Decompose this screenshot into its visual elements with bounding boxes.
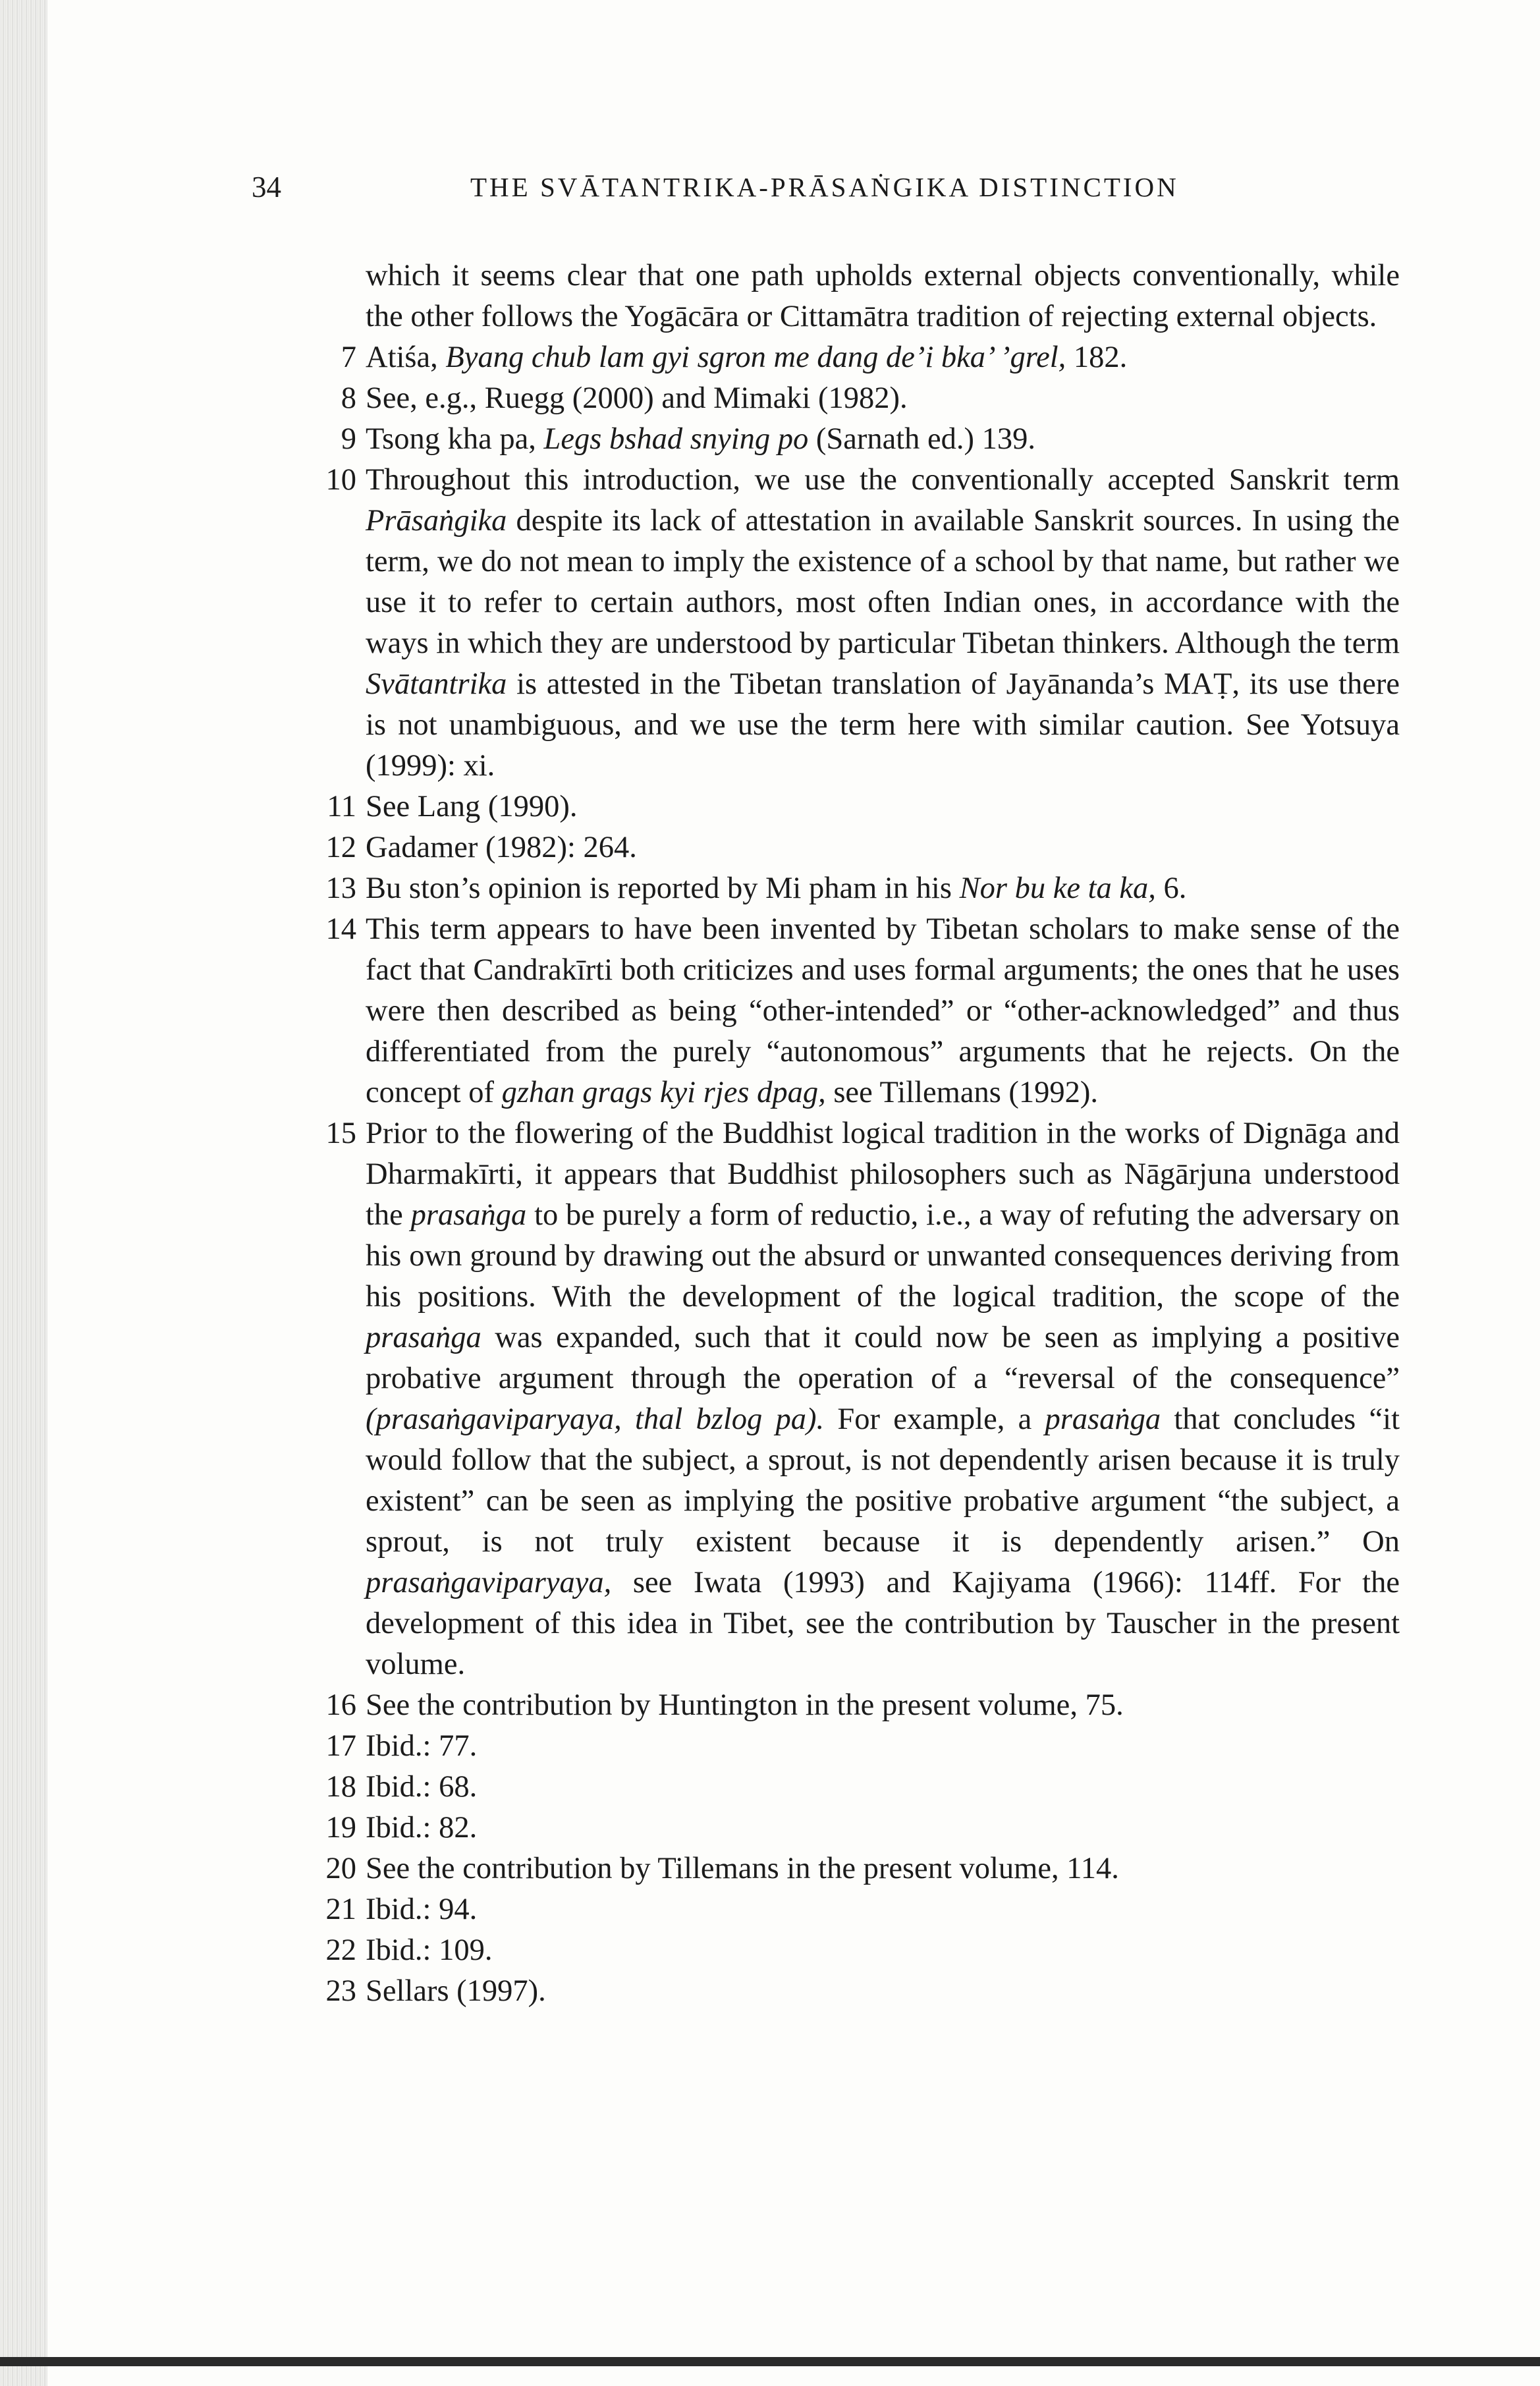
- note-number: 9: [341, 422, 356, 456]
- endnotes: [303, 256, 1400, 2012]
- note-number: 10: [325, 463, 356, 497]
- note-number: 13: [325, 872, 356, 905]
- note-22: [303, 1930, 1400, 1971]
- scan-bottom-edge: [0, 2357, 1540, 2366]
- note-14: [303, 909, 1400, 1113]
- note-number: 20: [325, 1852, 356, 1885]
- note-9: [303, 419, 1400, 460]
- note-number: 16: [325, 1688, 356, 1722]
- notes-list: [303, 337, 1400, 2012]
- note-12: [303, 827, 1400, 868]
- note-text: See the contribution by Huntington in the present volume, 75.: [366, 1688, 1124, 1722]
- note-16: [303, 1685, 1400, 1726]
- note-text: Ibid.: 77.: [366, 1729, 478, 1763]
- note-8: [303, 378, 1400, 419]
- note-number: 8: [341, 381, 356, 415]
- page-binding-edge: [0, 0, 47, 2386]
- note-number: 12: [325, 831, 356, 864]
- note-text: See the contribution by Tillemans in the present volume, 114.: [366, 1852, 1119, 1885]
- note-text: Bu ston’s opinion is reported by Mi pham in his Nor bu ke ta ka, 6.: [366, 872, 1187, 905]
- note-number: 17: [325, 1729, 356, 1763]
- page-header: [252, 170, 1306, 209]
- note-21: [303, 1889, 1400, 1930]
- note-11: [303, 787, 1400, 827]
- running-title: THE SVĀTANTRIKA-PRĀSAṄGIKA DISTINCTION: [470, 172, 1179, 202]
- note-text: Tsong kha pa, Legs bshad snying po (Sarnath ed.) 139.: [366, 422, 1036, 456]
- note-text: Gadamer (1982): 264.: [366, 831, 637, 864]
- note-text: Throughout this introduction, we use the conventionally accepted Sanskrit term Prāsaṅgika despite its lack of attestation in available Sanskrit sources. In using the term, we do not mean to imply the existence of a school by that name, but rather we use it to refer to certain authors, most often Indian ones, in accordance with the ways in which they are understood by particular Tibetan thinkers. Although the term Svātantrika is attested in the Tibetan translation of Jayānanda’s MAṬ, its use there is not unambiguous, and we use the term here with similar caution. See Yotsuya (1999): xi.: [366, 463, 1400, 783]
- note-text: Sellars (1997).: [366, 1974, 546, 2008]
- note-number: 15: [325, 1117, 356, 1150]
- note-text: This term appears to have been invented by Tibetan scholars to make sense of the fact that Candrakīrti both criticizes and uses formal arguments; the ones that he uses were then described as being “other-intended” or “other-acknowledged” and thus differentiated from the purely “autonomous” arguments that he rejects. On the concept of gzhan grags kyi rjes dpag, see Tillemans (1992).: [366, 912, 1400, 1109]
- note-text: Ibid.: 94.: [366, 1893, 478, 1926]
- note-13: [303, 868, 1400, 909]
- note-text: Ibid.: 68.: [366, 1770, 478, 1804]
- note-number: 7: [341, 341, 356, 374]
- note-number: 18: [325, 1770, 356, 1804]
- note-10: [303, 460, 1400, 787]
- note-text: Prior to the flowering of the Buddhist logical tradition in the works of Dignāga and Dharmakīrti, it appears that Buddhist philosophers such as Nāgārjuna understood the prasaṅga to be purely a form of reductio, i.e., a way of refuting the adversary on his own ground by drawing out the absurd or unwanted consequences deriving from his positions. With the development of the logical tradition, the scope of the prasaṅga was expanded, such that it could now be seen as implying a positive probative argument through the operation of a “reversal of the consequence” (prasaṅgaviparyaya, thal bzlog pa). For example, a prasaṅga that concludes “it would follow that the subject, a sprout, is not dependently arisen because it is truly existent” can be seen as implying the positive probative argument “the subject, a sprout, is not truly existent because it is dependently arisen.” On prasaṅgaviparyaya, see Iwata (1993) and Kajiyama (1966): 114ff. For the development of this idea in Tibet, see the contribution by Tauscher in the present volume.: [366, 1117, 1400, 1681]
- note-text: Ibid.: 109.: [366, 1933, 493, 1967]
- note-text: See, e.g., Ruegg (2000) and Mimaki (1982).: [366, 381, 908, 415]
- note-number: 22: [325, 1933, 356, 1967]
- note-number: 19: [325, 1811, 356, 1845]
- note-20: [303, 1848, 1400, 1889]
- note-18: [303, 1767, 1400, 1808]
- note-23: [303, 1971, 1400, 2012]
- note-15: [303, 1113, 1400, 1685]
- note-number: 23: [325, 1974, 356, 2008]
- note-text: Atiśa, Byang chub lam gyi sgron me dang de’i bka’ ’grel, 182.: [366, 341, 1128, 374]
- note-number: 11: [327, 790, 356, 823]
- note-number: 14: [325, 912, 356, 946]
- note-continuation: which it seems clear that one path upholds external objects conventionally, while the other follows the Yogācāra or Cittamātra tradition of rejecting external objects.: [366, 259, 1400, 333]
- note-7: [303, 337, 1400, 378]
- note-text: Ibid.: 82.: [366, 1811, 478, 1845]
- note-19: [303, 1808, 1400, 1848]
- note-17: [303, 1726, 1400, 1767]
- page-number: 34: [252, 171, 281, 204]
- note-text: See Lang (1990).: [366, 790, 578, 823]
- note-number: 21: [325, 1893, 356, 1926]
